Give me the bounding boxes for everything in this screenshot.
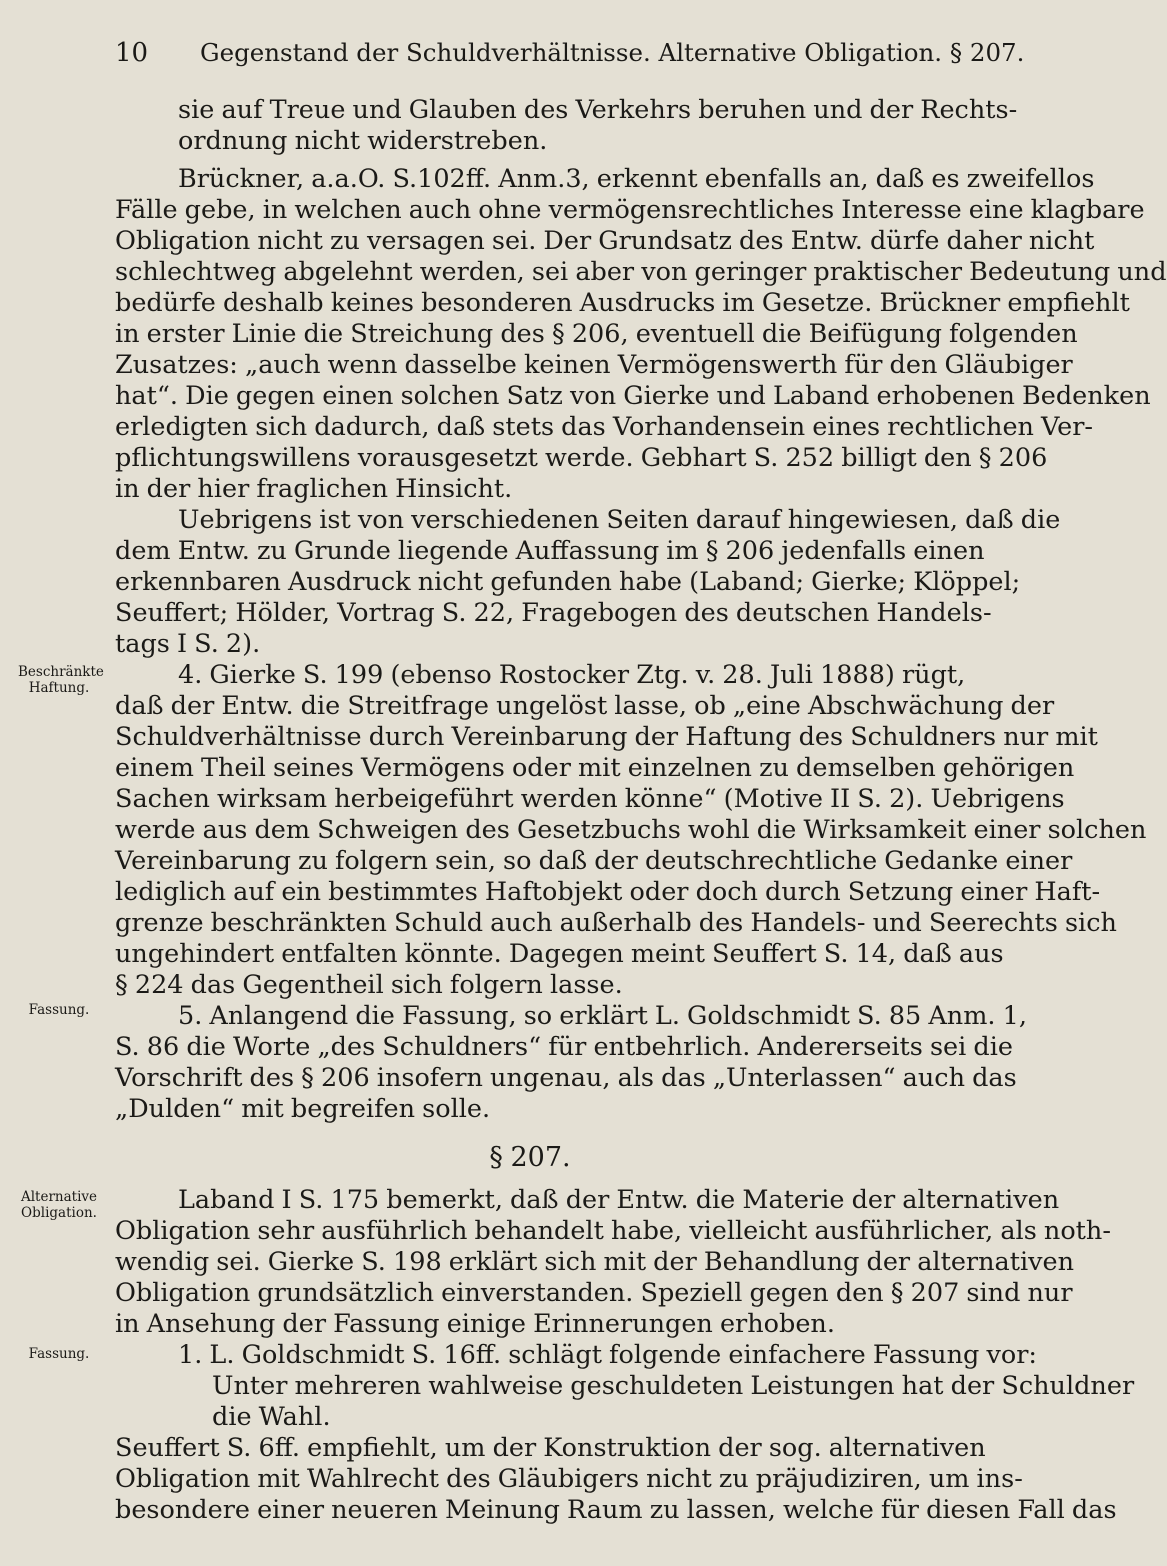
text-line: einem Theil seines Vermögens oder mit einzelnen zu demselben gehörigen (115, 753, 1075, 783)
text-line: Uebrigens ist von verschiedenen Seiten darauf hingewiesen, daß die (178, 505, 1061, 535)
quoted-line: die Wahl. (212, 1402, 331, 1432)
text-line: dem Entw. zu Grunde liegende Auffassung im § 206 jedenfalls einen (115, 536, 985, 566)
text-line: Seuffert S. 6ff. empfiehlt, um der Konstruktion der sog. alternativen (115, 1433, 986, 1463)
text-line: Sachen wirksam herbeigeführt werden könne“ (Motive II S. 2). Uebrigens (115, 784, 1065, 814)
text-line: § 224 das Gegentheil sich folgern lasse. (115, 970, 623, 1000)
text-line: tags I S. 2). (115, 629, 261, 659)
running-title: Gegenstand der Schuldverhältnisse. Alternative Obligation. § 207. (200, 38, 1025, 67)
margin-note (18, 664, 104, 696)
text-line: S. 86 die Worte „des Schuldners“ für entbehrlich. Andererseits sei die (115, 1032, 1013, 1062)
margin-note-line: Fassung. (28, 1346, 90, 1362)
margin-note-line: Fassung. (28, 1002, 90, 1018)
text-line: sie auf Treue und Glauben des Verkehrs beruhen und der Rechts- (178, 95, 1018, 125)
text-line: Brückner, a.a.O. S.102ff. Anm.3, erkennt ebenfalls an, daß es zweifellos (178, 164, 1095, 194)
text-line: Obligation sehr ausführlich behandelt habe, vielleicht ausführlicher, als noth- (115, 1216, 1111, 1246)
text-line: 4. Gierke S. 199 (ebenso Rostocker Ztg. v. 28. Juli 1888) rügt, (178, 660, 966, 690)
margin-note (18, 1189, 100, 1221)
text-line: Laband I S. 175 bemerkt, daß der Entw. die Materie der alternativen (178, 1185, 1060, 1215)
text-line: Vereinbarung zu folgern sein, so daß der deutschrechtliche Gedanke einer (115, 846, 1073, 876)
text-line: lediglich auf ein bestimmtes Haftobjekt oder doch durch Setzung einer Haft- (115, 877, 1101, 907)
page-number: 10 (115, 38, 149, 68)
text-line: Seuffert; Hölder, Vortrag S. 22, Fragebogen des deutschen Handels- (115, 598, 992, 628)
text-line: Fälle gebe, in welchen auch ohne vermögensrechtliches Interesse eine klagbare (115, 195, 1145, 225)
section-heading: § 207. (489, 1142, 571, 1173)
text-line: Obligation nicht zu versagen sei. Der Grundsatz des Entw. dürfe daher nicht (115, 226, 1095, 256)
text-line: schlechtweg abgelehnt werden, sei aber von geringer praktischer Bedeutung und (115, 257, 1167, 287)
text-line: Obligation grundsätzlich einverstanden. Speziell gegen den § 207 sind nur (115, 1278, 1073, 1308)
margin-note-line: Beschränkte (18, 664, 104, 680)
text-line: Vorschrift des § 206 insofern ungenau, als das „Unterlassen“ auch das (115, 1063, 1017, 1093)
text-line: werde aus dem Schweigen des Gesetzbuchs wohl die Wirksamkeit einer solchen (115, 815, 1147, 845)
text-line: besondere einer neueren Meinung Raum zu lassen, welche für diesen Fall das (115, 1495, 1117, 1525)
margin-note (18, 1346, 100, 1362)
text-line: Schuldverhältnisse durch Vereinbarung der Haftung des Schuldners nur mit (115, 722, 1098, 752)
text-line: „Dulden“ mit begreifen solle. (115, 1094, 491, 1124)
text-line: bedürfe deshalb keines besonderen Ausdrucks im Gesetze. Brückner empfiehlt (115, 288, 1130, 318)
text-line: pflichtungswillens vorausgesetzt werde. Gebhart S. 252 billigt den § 206 (115, 443, 1048, 473)
text-line: daß der Entw. die Streitfrage ungelöst lasse, ob „eine Abschwächung der (115, 691, 1055, 721)
margin-note-line: Obligation. (21, 1205, 97, 1221)
text-line: 1. L. Goldschmidt S. 16ff. schlägt folgende einfachere Fassung vor: (178, 1340, 1037, 1370)
quoted-line: Unter mehreren wahlweise geschuldeten Leistungen hat der Schuldner (212, 1371, 1135, 1401)
text-line: Obligation mit Wahlrecht des Gläubigers nicht zu präjudiziren, um ins- (115, 1464, 1023, 1494)
text-line: erkennbaren Ausdruck nicht gefunden habe (Laband; Gierke; Klöppel; (115, 567, 1021, 597)
margin-note (18, 1002, 100, 1018)
margin-note-line: Alternative (20, 1189, 98, 1205)
text-line: Zusatzes: „auch wenn dasselbe keinen Vermögenswerth für den Gläubiger (115, 350, 1073, 380)
text-line: ordnung nicht widerstreben. (178, 126, 548, 156)
text-line: hat“. Die gegen einen solchen Satz von Gierke und Laband erhobenen Bedenken (115, 381, 1151, 411)
text-line: 5. Anlangend die Fassung, so erklärt L. Goldschmidt S. 85 Anm. 1, (178, 1001, 1027, 1031)
margin-note-line: Haftung. (28, 680, 90, 696)
text-line: in erster Linie die Streichung des § 206, eventuell die Beifügung folgenden (115, 319, 1078, 349)
text-line: erledigten sich dadurch, daß stets das Vorhandensein eines rechtlichen Ver- (115, 412, 1094, 442)
text-line: in Ansehung der Fassung einige Erinnerungen erhoben. (115, 1309, 835, 1339)
text-line: grenze beschränkten Schuld auch außerhalb des Handels- und Seerechts sich (115, 908, 1117, 938)
text-line: wendig sei. Gierke S. 198 erklärt sich mit der Behandlung der alternativen (115, 1247, 1075, 1277)
text-line: in der hier fraglichen Hinsicht. (115, 474, 513, 504)
running-header (115, 36, 1025, 70)
text-line: ungehindert entfalten könnte. Dagegen meint Seuffert S. 14, daß aus (115, 939, 1004, 969)
